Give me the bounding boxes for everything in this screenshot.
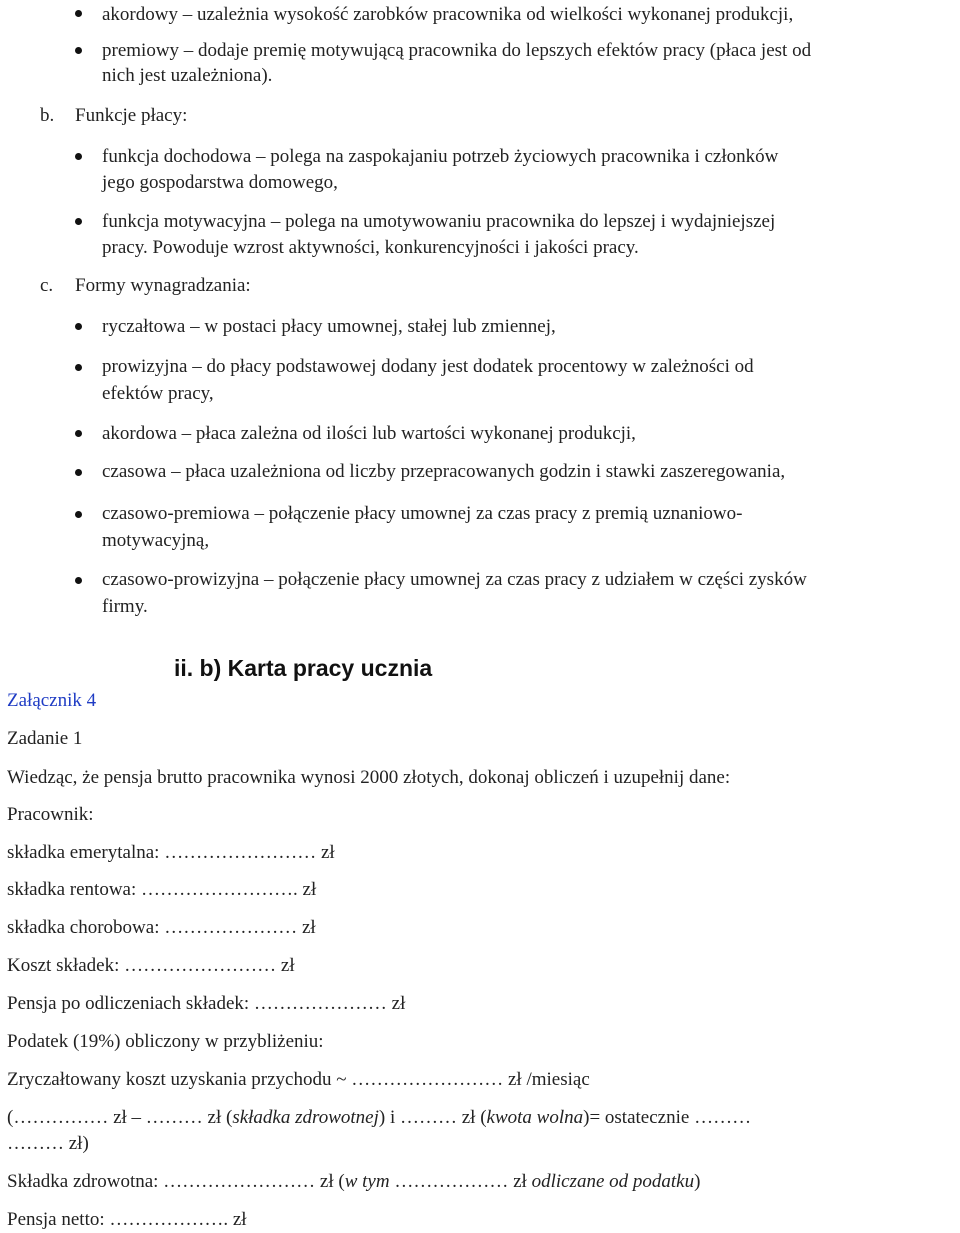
- bullet-icon: [75, 511, 82, 518]
- bullet-icon: [75, 153, 82, 160]
- calc-italic: składka zdrowotnej: [232, 1107, 379, 1128]
- section-c-title: Formy wynagradzania:: [75, 275, 251, 296]
- sickness-contribution-field: składka chorobowa: ………………… zł: [7, 917, 316, 938]
- bullet-icon: [75, 364, 82, 371]
- list-item-continuation: firmy.: [102, 596, 148, 617]
- list-item-continuation: nich jest uzależniona).: [102, 65, 273, 86]
- attachment-label: Załącznik 4: [7, 690, 97, 711]
- tax-calculation-line: [7, 1104, 751, 1131]
- health-part: ……………… zł: [389, 1171, 532, 1192]
- calc-part: )= ostatecznie ………: [583, 1107, 752, 1128]
- calc-part: (…………… zł – ……… zł (: [7, 1107, 233, 1128]
- health-part: Składka zdrowotna: …………………… zł (: [7, 1171, 345, 1192]
- section-b-title: Funkcje płacy:: [75, 105, 188, 126]
- list-item-continuation: jego gospodarstwa domowego,: [102, 172, 338, 193]
- net-salary-field: Pensja netto: ………………. zł: [7, 1209, 247, 1230]
- list-item: czasowo-prowizyjna – połączenie płacy umownej za czas pracy z udziałem w części zysków: [102, 569, 807, 590]
- task-label: Zadanie 1: [7, 728, 83, 749]
- list-item: akordowy – uzależnia wysokość zarobków pracownika od wielkości wykonanej produkcji,: [102, 4, 794, 25]
- health-part: ): [694, 1171, 701, 1192]
- list-item: ryczałtowa – w postaci płacy umownej, stałej lub zmiennej,: [102, 316, 556, 337]
- list-item: premiowy – dodaje premię motywującą pracownika do lepszych efektów pracy (płaca jest od: [102, 40, 812, 61]
- calc-italic: kwota wolna: [486, 1107, 584, 1128]
- bullet-icon: [75, 430, 82, 437]
- health-italic: w tym: [344, 1171, 390, 1192]
- list-item-continuation: pracy. Powoduje wzrost aktywności, konkurencyjności i jakości pracy.: [102, 237, 639, 258]
- section-c-marker: c.: [40, 275, 54, 296]
- health-contribution-field: [7, 1168, 700, 1195]
- list-item: akordowa – płaca zależna od ilości lub wartości wykonanej produkcji,: [102, 423, 636, 444]
- bullet-icon: [75, 218, 82, 225]
- tax-label: Podatek (19%) obliczony w przybliżeniu:: [7, 1031, 324, 1052]
- bullet-icon: [75, 47, 82, 54]
- bullet-icon: [75, 577, 82, 584]
- list-item: czasowa – płaca uzależniona od liczby przepracowanych godzin i stawki zaszeregowania,: [102, 461, 786, 482]
- pension-contribution-field: składka emerytalna: …………………… zł: [7, 842, 335, 863]
- contributions-cost-field: Koszt składek: …………………… zł: [7, 955, 295, 976]
- section-heading: ii. b) Karta pracy ucznia: [174, 655, 433, 681]
- list-item: funkcja motywacyjna – polega na umotywowaniu pracownika do lepszej i wydajniejszej: [102, 211, 776, 232]
- bullet-icon: [75, 323, 82, 330]
- section-b-marker: b.: [40, 105, 55, 126]
- employee-label: Pracownik:: [7, 804, 94, 825]
- bullet-icon: [75, 10, 82, 17]
- calc-part: ) i ……… zł (: [378, 1107, 487, 1128]
- list-item: prowizyjna – do płacy podstawowej dodany jest dodatek procentowy w zależności od: [102, 356, 754, 377]
- health-italic: odliczane od podatku: [531, 1171, 695, 1192]
- list-item-continuation: efektów pracy,: [102, 383, 214, 404]
- flat-cost-field: Zryczałtowany koszt uzyskania przychodu ~ …………………… zł /miesiąc: [7, 1069, 590, 1090]
- task-text: Wiedząc, że pensja brutto pracownika wynosi 2000 złotych, dokonaj obliczeń i uzupełnij dane:: [7, 767, 731, 788]
- list-item: czasowo-premiowa – połączenie płacy umownej za czas pracy z premią uznaniowo-: [102, 503, 743, 524]
- list-item-continuation: motywacyjną,: [102, 530, 210, 551]
- tax-calculation-continuation: ……… zł): [7, 1133, 89, 1154]
- bullet-icon: [75, 469, 82, 476]
- salary-after-deductions-field: Pensja po odliczeniach składek: ………………… zł: [7, 993, 406, 1014]
- disability-contribution-field: składka rentowa: ……………………. zł: [7, 879, 317, 900]
- list-item: funkcja dochodowa – polega na zaspokajaniu potrzeb życiowych pracownika i członków: [102, 146, 779, 167]
